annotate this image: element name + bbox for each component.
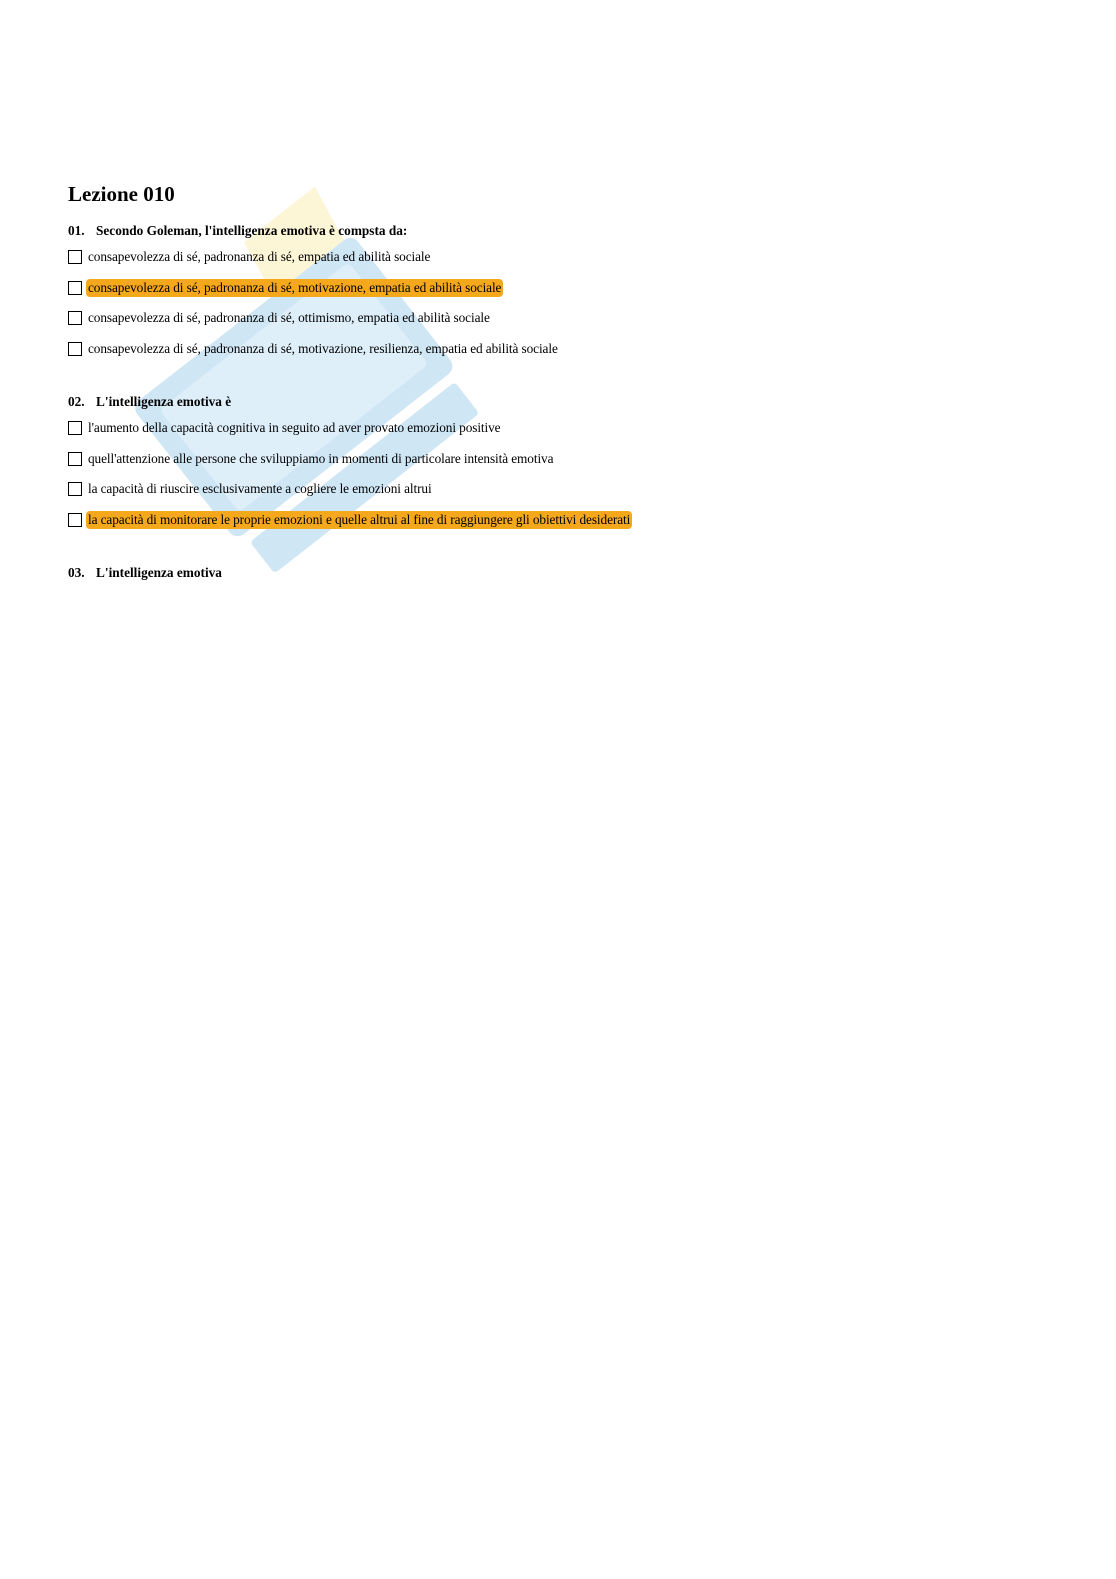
answer-checkbox[interactable]	[68, 342, 82, 356]
answer-text: la capacità di riuscire esclusivamente a cogliere le emozioni altrui	[88, 481, 432, 497]
document-body	[68, 178, 1068, 584]
answer-text: consapevolezza di sé, padronanza di sé, motivazione, resilienza, empatia ed abilità sociale	[88, 340, 558, 356]
spacer	[68, 364, 1068, 381]
answer-option[interactable]	[68, 334, 1068, 365]
answer-option[interactable]	[68, 413, 1068, 444]
question-heading	[68, 220, 1068, 242]
question-text: Secondo Goleman, l'intelligenza emotiva è compsta da:	[96, 223, 408, 238]
lesson-title: Lezione 010	[68, 182, 175, 206]
answer-option[interactable]	[68, 242, 1068, 273]
answer-option-correct[interactable]	[68, 505, 1068, 536]
answer-checkbox[interactable]	[68, 452, 82, 466]
question-block-03	[68, 562, 1068, 584]
question-number: 02.	[68, 394, 85, 409]
answer-text-highlighted: la capacità di monitorare le proprie emozioni e quelle altrui al fine di raggiungere gli obiettivi desiderati	[88, 511, 631, 527]
answer-checkbox[interactable]	[68, 482, 82, 496]
answer-option-correct[interactable]	[68, 273, 1068, 304]
answer-option[interactable]	[68, 303, 1068, 334]
answer-checkbox[interactable]	[68, 421, 82, 435]
answer-option[interactable]	[68, 444, 1068, 475]
answer-text: quell'attenzione alle persone che sviluppiamo in momenti di particolare intensità emotiva	[88, 450, 554, 466]
question-heading	[68, 562, 1068, 584]
answer-text: l'aumento della capacità cognitiva in seguito ad aver provato emozioni positive	[88, 420, 501, 436]
question-text: L'intelligenza emotiva	[96, 565, 222, 580]
answer-option[interactable]	[68, 474, 1068, 505]
answer-text-highlighted: consapevolezza di sé, padronanza di sé, motivazione, empatia ed abilità sociale	[88, 279, 502, 295]
answer-checkbox[interactable]	[68, 250, 82, 264]
question-number: 03.	[68, 565, 85, 580]
answer-checkbox[interactable]	[68, 513, 82, 527]
answer-text: consapevolezza di sé, padronanza di sé, empatia ed abilità sociale	[88, 249, 431, 265]
answer-checkbox[interactable]	[68, 281, 82, 295]
question-block-02	[68, 391, 1068, 535]
question-block-01	[68, 220, 1068, 364]
answer-checkbox[interactable]	[68, 311, 82, 325]
question-heading	[68, 391, 1068, 413]
answer-text: consapevolezza di sé, padronanza di sé, ottimismo, empatia ed abilità sociale	[88, 310, 490, 326]
question-text: L'intelligenza emotiva è	[96, 394, 232, 409]
question-number: 01.	[68, 223, 85, 238]
spacer	[68, 535, 1068, 552]
